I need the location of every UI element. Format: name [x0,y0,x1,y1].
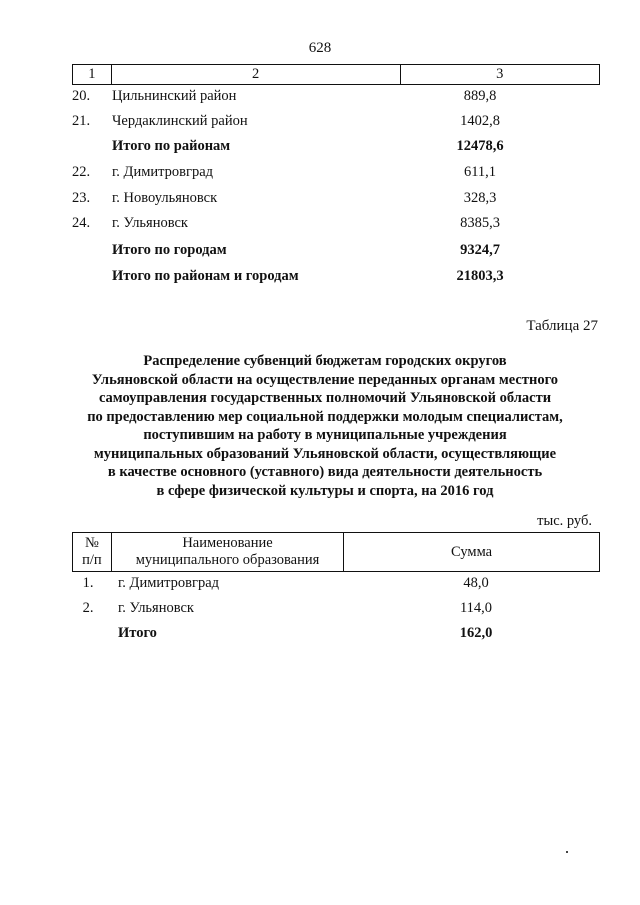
column-header-2: 2 [111,65,400,85]
table-row [0,573,640,593]
table-row [0,213,640,233]
row-number: 24. [72,215,91,231]
row-value: 889,8 [463,88,497,104]
row-name: Итого [118,625,157,641]
row-number: 22. [72,164,91,180]
row-name: г. Димитровград [118,575,220,591]
row-name: Итого по городам [112,242,227,258]
table-row-grand-total [0,266,640,286]
header-text: № [85,535,99,551]
table-title [60,352,590,500]
header-text: Наименование [182,535,273,551]
table-row-total [0,240,640,260]
row-name: Цильнинский район [112,88,237,104]
row-name: г. Ульяновск [112,215,188,231]
table-row-total [0,623,640,643]
title-line: Распределение субвенций бюджетам городских округов [143,353,507,369]
table-row [0,111,640,131]
row-name: Чердаклинский район [112,113,248,129]
row-value: 48,0 [463,575,489,591]
page-number: 628 [308,40,332,56]
scan-speck [566,851,568,853]
row-value: 114,0 [459,600,493,616]
table-row-total [0,136,640,156]
title-line: поступившим на работу в муниципальные учреждения [143,427,507,443]
column-header-name [111,533,343,572]
title-line: в качестве основного (уставного) вида деятельности деятельность [107,464,543,480]
title-line: по предоставлению мер социальной поддержки молодым специалистам, [87,408,563,425]
title-line: в сфере физической культуры и спорта, на 2016 год [156,482,494,499]
title-line: самоуправления государственных полномочий Ульяновской области [98,390,552,406]
row-value: 328,3 [463,190,497,206]
row-number: 23. [72,190,91,206]
header-text: п/п [82,552,102,568]
column-header-1: 1 [73,65,112,85]
table-row [0,188,640,208]
row-number: 2. [82,600,94,616]
row-value: 9324,7 [460,242,500,258]
row-value: 162,0 [459,625,493,641]
table-row [0,162,640,182]
table-row [0,86,640,106]
row-number: 21. [72,113,91,129]
table-row [0,598,640,618]
column-header-3: 3 [400,65,599,85]
title-line: Ульяновской области на осуществление переданных органам местного [91,371,559,388]
row-value: 21803,3 [456,268,504,284]
column-header-sum: Сумма [344,533,600,572]
table-caption: Таблица 27 [526,318,598,334]
row-value: 1402,8 [460,113,500,129]
row-value: 12478,6 [456,138,504,154]
table27-header [72,532,600,572]
row-number: 20. [72,88,91,104]
title-line: муниципальных образований Ульяновской области, осуществляющие [93,445,557,462]
row-number: 1. [82,575,94,591]
row-name: г. Димитровград [112,164,214,180]
column-header-number [73,533,112,572]
row-name: г. Ульяновск [118,600,194,616]
table-top-header [72,64,600,85]
row-value: 8385,3 [460,215,500,231]
row-value: 611,1 [463,164,497,180]
header-text: муниципального образования [135,552,320,568]
row-name: Итого по районам [112,138,231,154]
unit-label: тыс. руб. [537,513,592,529]
row-name: г. Новоульяновск [112,190,218,206]
row-name: Итого по районам и городам [112,268,299,284]
